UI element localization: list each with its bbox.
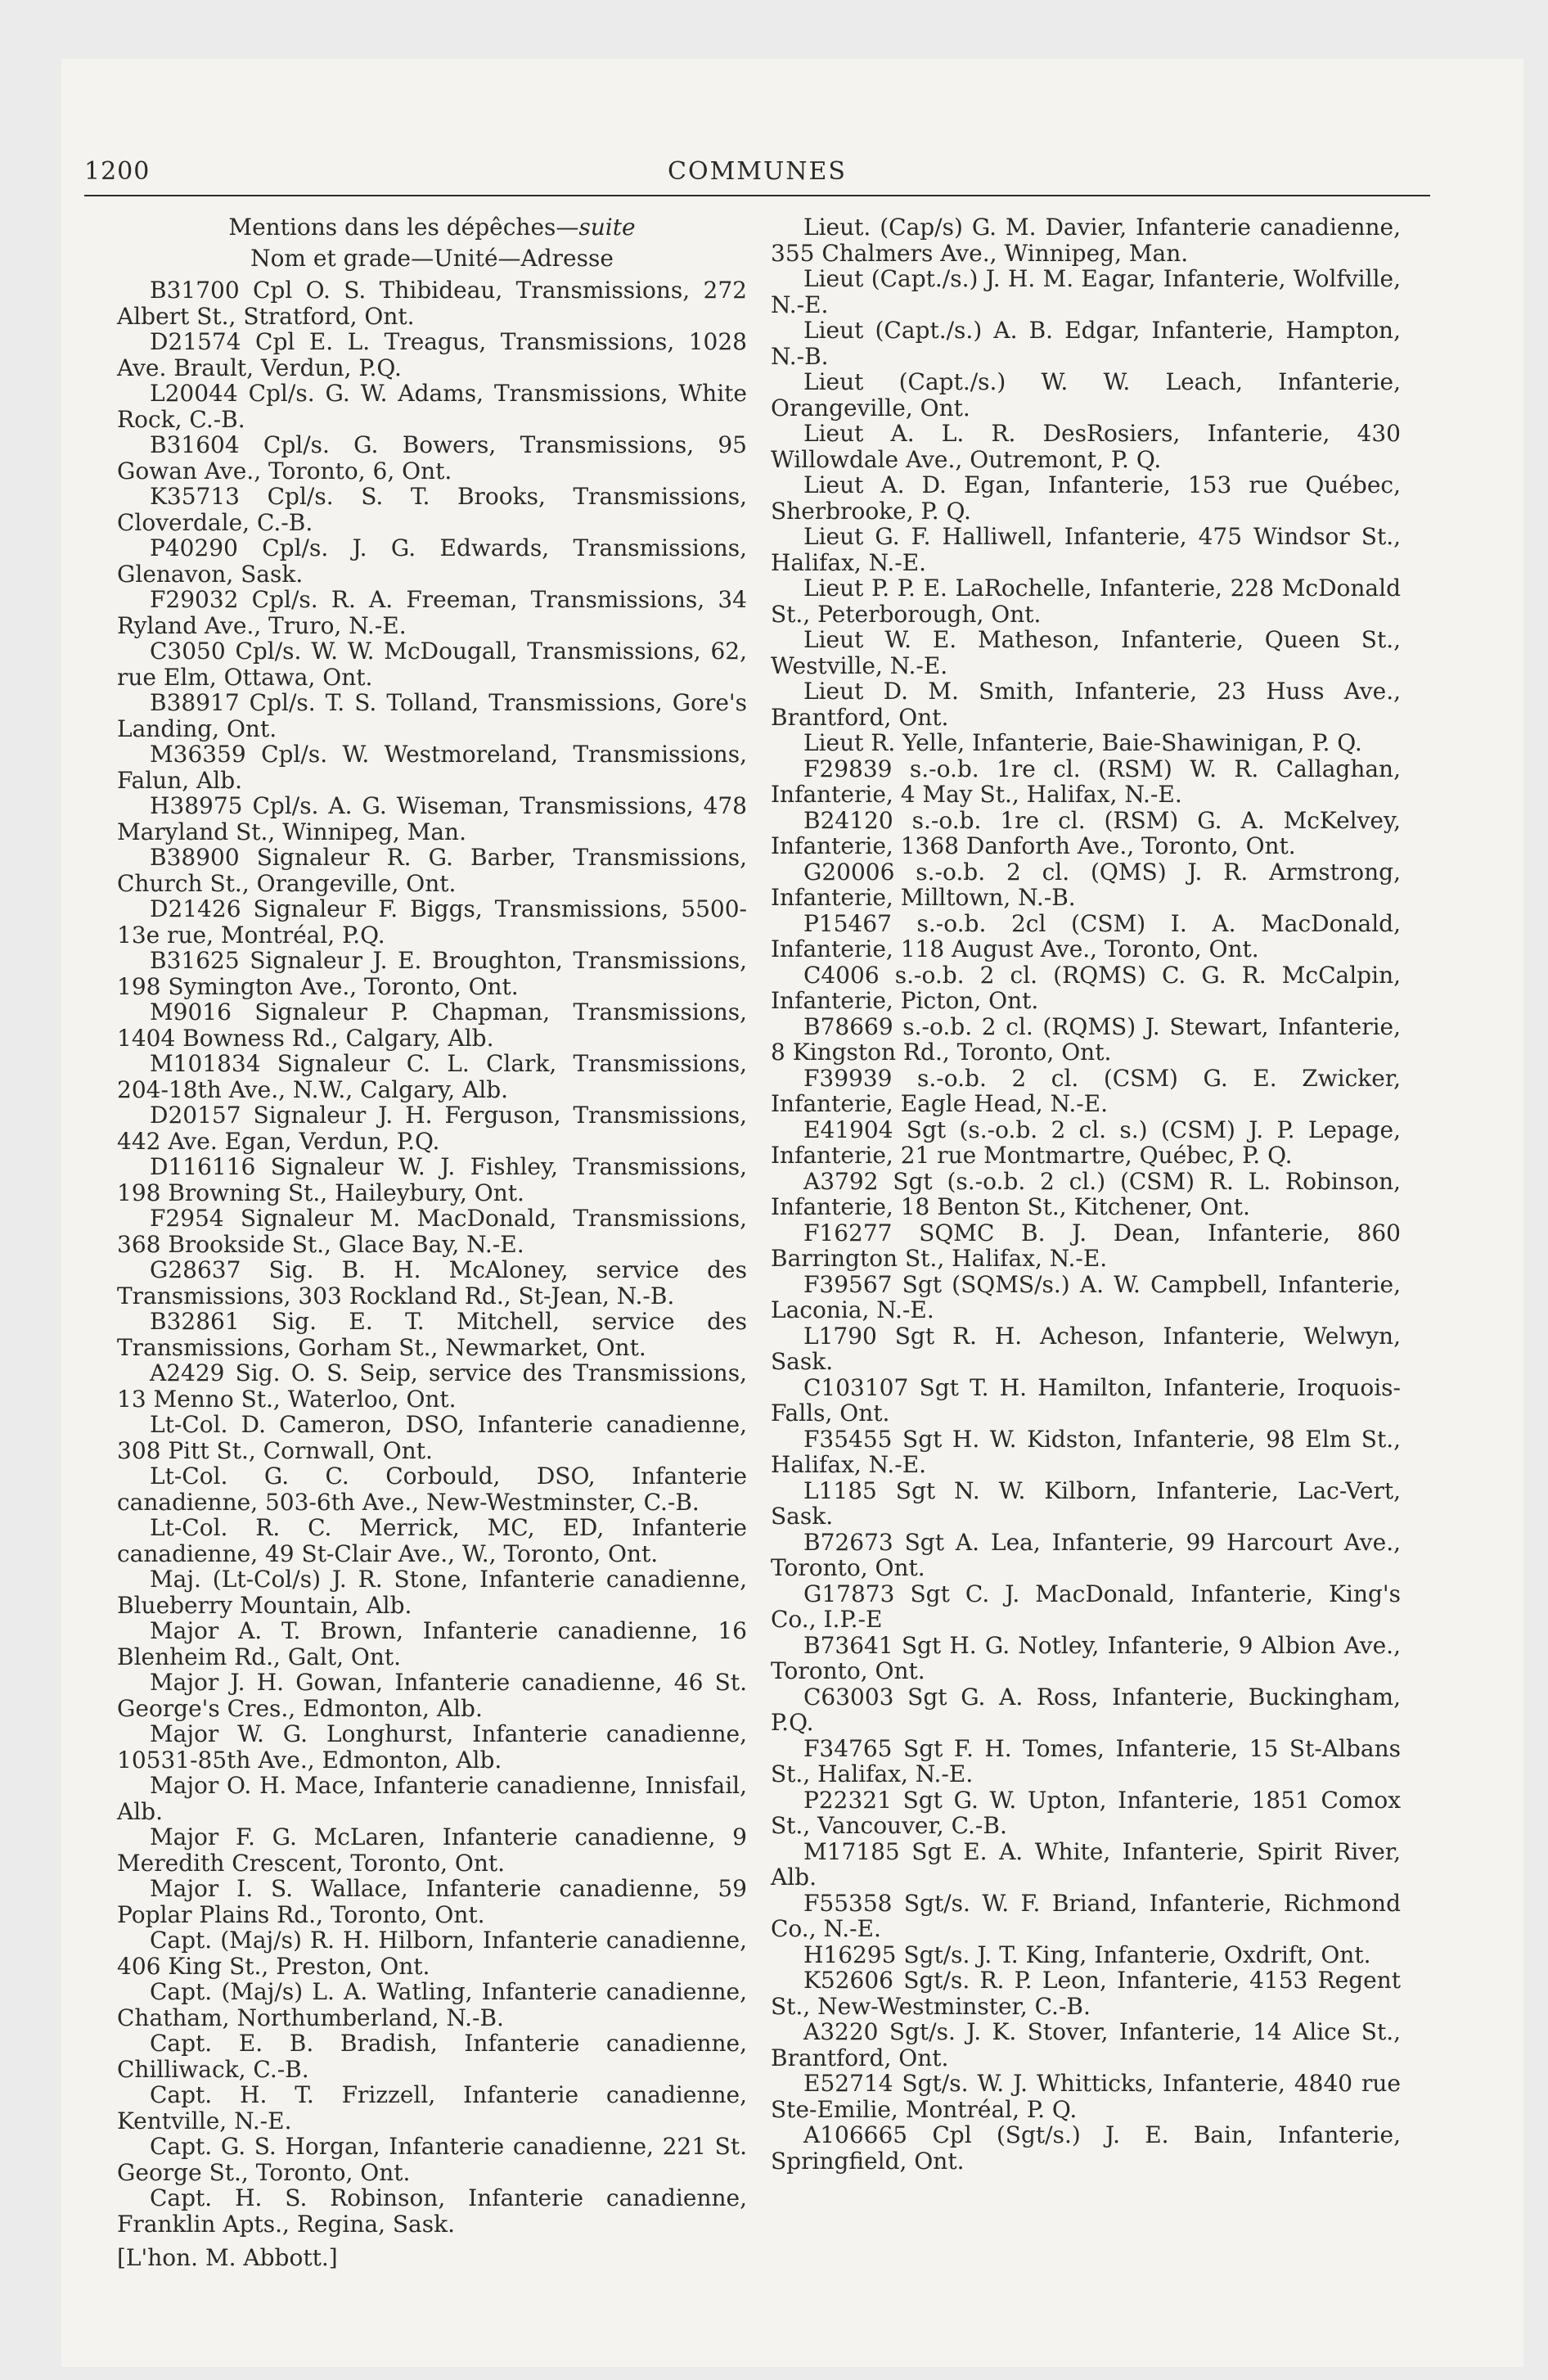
list-entry: F16277 SQMC B. J. Dean, Infanterie, 860 Barrington St., Halifax, N.-E. bbox=[771, 1219, 1401, 1272]
list-entry: Capt. (Maj/s) L. A. Watling, Infanterie canadienne, Chatham, Northumberland, N.-B. bbox=[117, 1978, 747, 2031]
left-entry-list bbox=[117, 277, 747, 2237]
list-entry: A3792 Sgt (s.-o.b. 2 cl.) (CSM) R. L. Robinson, Infanterie, 18 Benton St., Kitchener, Ont. bbox=[771, 1167, 1401, 1220]
column-subtitle: Nom et grade—Unité—Adresse bbox=[250, 244, 614, 272]
right-entry-list bbox=[771, 214, 1401, 2174]
list-entry: K35713 Cpl/s. S. T. Brooks, Transmissions, Cloverdale, C.-B. bbox=[117, 483, 747, 536]
list-entry: A106665 Cpl (Sgt/s.) J. E. Bain, Infanterie, Springfield, Ont. bbox=[771, 2121, 1401, 2175]
list-entry: Lieut P. P. E. LaRochelle, Infanterie, 228 McDonald St., Peterborough, Ont. bbox=[771, 575, 1401, 628]
list-entry: G17873 Sgt C. J. MacDonald, Infanterie, King's Co., I.P.-E bbox=[771, 1580, 1401, 1633]
list-entry: E41904 Sgt (s.-o.b. 2 cl. s.) (CSM) J. P. Lepage, Infanterie, 21 rue Montmartre, Québec, P. Q. bbox=[771, 1116, 1401, 1169]
list-entry: A2429 Sig. O. S. Seip, service des Transmissions, 13 Menno St., Waterloo, Ont. bbox=[117, 1359, 747, 1413]
list-entry: Capt. H. S. Robinson, Infanterie canadienne, Franklin Apts., Regina, Sask. bbox=[117, 2184, 747, 2238]
right-column bbox=[771, 214, 1401, 2174]
list-entry: K52606 Sgt/s. R. P. Leon, Infanterie, 4153 Regent St., New-Westminster, C.-B. bbox=[771, 1967, 1401, 2020]
list-entry: B32861 Sig. E. T. Mitchell, service des Transmissions, Gorham St., Newmarket, Ont. bbox=[117, 1308, 747, 1361]
list-entry: F39567 Sgt (SQMS/s.) A. W. Campbell, Infanterie, Laconia, N.-E. bbox=[771, 1270, 1401, 1323]
list-entry: F29032 Cpl/s. R. A. Freeman, Transmissions, 34 Ryland Ave., Truro, N.-E. bbox=[117, 586, 747, 639]
list-entry: Capt. G. S. Horgan, Infanterie canadienne, 221 St. George St., Toronto, Ont. bbox=[117, 2133, 747, 2186]
header-rule bbox=[84, 195, 1430, 196]
list-entry: Lt-Col. R. C. Merrick, MC, ED, Infanterie canadienne, 49 St-Clair Ave., W., Toronto, Ont. bbox=[117, 1514, 747, 1567]
list-entry: L1185 Sgt N. W. Kilborn, Infanterie, Lac-Vert, Sask. bbox=[771, 1476, 1401, 1530]
list-entry: Major O. H. Mace, Infanterie canadienne, Innisfail, Alb. bbox=[117, 1772, 747, 1825]
list-entry: B31604 Cpl/s. G. Bowers, Transmissions, 95 Gowan Ave., Toronto, 6, Ont. bbox=[117, 431, 747, 485]
left-column bbox=[117, 214, 747, 2271]
list-entry: P15467 s.-o.b. 2cl (CSM) I. A. MacDonald, Infanterie, 118 August Ave., Toronto, Ont. bbox=[771, 909, 1401, 962]
list-entry: M9016 Signaleur P. Chapman, Transmissions, 1404 Bowness Rd., Calgary, Alb. bbox=[117, 998, 747, 1052]
list-entry: L20044 Cpl/s. G. W. Adams, Transmissions, White Rock, C.-B. bbox=[117, 380, 747, 433]
list-entry: G20006 s.-o.b. 2 cl. (QMS) J. R. Armstrong, Infanterie, Milltown, N.-B. bbox=[771, 858, 1401, 911]
list-entry: Capt. H. T. Frizzell, Infanterie canadienne, Kentville, N.-E. bbox=[117, 2081, 747, 2134]
list-entry: B38917 Cpl/s. T. S. Tolland, Transmissions, Gore's Landing, Ont. bbox=[117, 689, 747, 742]
list-entry: A3220 Sgt/s. J. K. Stover, Infanterie, 14 Alice St., Brantford, Ont. bbox=[771, 2018, 1401, 2071]
list-entry: B38900 Signaleur R. G. Barber, Transmissions, Church St., Orangeville, Ont. bbox=[117, 844, 747, 897]
list-entry: C4006 s.-o.b. 2 cl. (RQMS) C. G. R. McCalpin, Infanterie, Picton, Ont. bbox=[771, 961, 1401, 1014]
list-entry: B78669 s.-o.b. 2 cl. (RQMS) J. Stewart, Infanterie, 8 Kingston Rd., Toronto, Ont. bbox=[771, 1012, 1401, 1066]
list-entry: Lieut W. E. Matheson, Infanterie, Queen St., Westville, N.-E. bbox=[771, 626, 1401, 679]
list-entry: Major A. T. Brown, Infanterie canadienne, 16 Blenheim Rd., Galt, Ont. bbox=[117, 1617, 747, 1670]
list-entry: C3050 Cpl/s. W. W. McDougall, Transmissions, 62, rue Elm, Ottawa, Ont. bbox=[117, 638, 747, 691]
list-entry: Lieut D. M. Smith, Infanterie, 23 Huss Ave., Brantford, Ont. bbox=[771, 678, 1401, 731]
list-entry: B24120 s.-o.b. 1re cl. (RSM) G. A. McKelvey, Infanterie, 1368 Danforth Ave., Toronto, Ont. bbox=[771, 806, 1401, 859]
list-entry: F55358 Sgt/s. W. F. Briand, Infanterie, Richmond Co., N.-E. bbox=[771, 1889, 1401, 1942]
list-entry: G28637 Sig. B. H. McAloney, service des Transmissions, 303 Rockland Rd., St-Jean, N.-B. bbox=[117, 1256, 747, 1309]
column-title-suite: suite bbox=[578, 214, 636, 241]
list-entry: D21426 Signaleur F. Biggs, Transmissions, 5500-13e rue, Montréal, P.Q. bbox=[117, 895, 747, 949]
list-entry: Major F. G. McLaren, Infanterie canadienne, 9 Meredith Crescent, Toronto, Ont. bbox=[117, 1823, 747, 1877]
list-entry: B73641 Sgt H. G. Notley, Infanterie, 9 Albion Ave., Toronto, Ont. bbox=[771, 1631, 1401, 1684]
page-number: 1200 bbox=[84, 157, 151, 186]
list-entry: Major I. S. Wallace, Infanterie canadienne, 59 Poplar Plains Rd., Toronto, Ont. bbox=[117, 1875, 747, 1928]
column-title bbox=[117, 214, 747, 241]
list-entry: Capt. E. B. Bradish, Infanterie canadienne, Chilliwack, C.-B. bbox=[117, 2030, 747, 2083]
list-entry: Capt. (Maj/s) R. H. Hilborn, Infanterie canadienne, 406 King St., Preston, Ont. bbox=[117, 1927, 747, 1980]
column-title-main: Mentions dans les dépêches— bbox=[228, 214, 579, 241]
list-entry: F29839 s.-o.b. 1re cl. (RSM) W. R. Callaghan, Infanterie, 4 May St., Halifax, N.-E. bbox=[771, 755, 1401, 808]
list-entry: Lieut G. F. Halliwell, Infanterie, 475 Windsor St., Halifax, N.-E. bbox=[771, 523, 1401, 576]
list-entry: M17185 Sgt E. A. White, Infanterie, Spirit River, Alb. bbox=[771, 1837, 1401, 1891]
list-entry: F2954 Signaleur M. MacDonald, Transmissions, 368 Brookside St., Glace Bay, N.-E. bbox=[117, 1205, 747, 1258]
page-header bbox=[84, 157, 1430, 190]
list-entry: B31625 Signaleur J. E. Broughton, Transmissions, 198 Symington Ave., Toronto, Ont. bbox=[117, 947, 747, 1000]
list-entry: D20157 Signaleur J. H. Ferguson, Transmissions, 442 Ave. Egan, Verdun, P.Q. bbox=[117, 1102, 747, 1155]
list-entry: Major J. H. Gowan, Infanterie canadienne, 46 St. George's Cres., Edmonton, Alb. bbox=[117, 1669, 747, 1722]
list-entry: Lieut A. L. R. DesRosiers, Infanterie, 430 Willowdale Ave., Outremont, P. Q. bbox=[771, 420, 1401, 473]
list-entry: H16295 Sgt/s. J. T. King, Infanterie, Oxdrift, Ont. bbox=[803, 1941, 1371, 1968]
list-entry: F35455 Sgt H. W. Kidston, Infanterie, 98 Elm St., Halifax, N.-E. bbox=[771, 1425, 1401, 1478]
list-entry: Lieut (Capt./s.) A. B. Edgar, Infanterie, Hampton, N.-B. bbox=[771, 317, 1401, 370]
list-entry: D21574 Cpl E. L. Treagus, Transmissions, 1028 Ave. Brault, Verdun, P.Q. bbox=[117, 328, 747, 381]
list-entry: Lt-Col. D. Cameron, DSO, Infanterie canadienne, 308 Pitt St., Cornwall, Ont. bbox=[117, 1411, 747, 1464]
list-entry: Lieut R. Yelle, Infanterie, Baie-Shawinigan, P. Q. bbox=[803, 729, 1362, 756]
list-entry: M101834 Signaleur C. L. Clark, Transmissions, 204-18th Ave., N.W., Calgary, Alb. bbox=[117, 1050, 747, 1103]
signature: [L'hon. M. Abbott.] bbox=[117, 2244, 338, 2271]
list-entry: H38975 Cpl/s. A. G. Wiseman, Transmissions, 478 Maryland St., Winnipeg, Man. bbox=[117, 792, 747, 845]
list-entry: Lieut. (Cap/s) G. M. Davier, Infanterie canadienne, 355 Chalmers Ave., Winnipeg, Man. bbox=[771, 214, 1401, 267]
list-entry: P22321 Sgt G. W. Upton, Infanterie, 1851 Comox St., Vancouver, C.-B. bbox=[771, 1786, 1401, 1839]
list-entry: C63003 Sgt G. A. Ross, Infanterie, Buckingham, P.Q. bbox=[771, 1683, 1401, 1736]
list-entry: Lieut (Capt./s.) W. W. Leach, Infanterie, Orangeville, Ont. bbox=[771, 368, 1401, 421]
list-entry: Lieut (Capt./s.) J. H. M. Eagar, Infanterie, Wolfville, N.-E. bbox=[771, 265, 1401, 318]
list-entry: Lt-Col. G. C. Corbould, DSO, Infanterie canadienne, 503-6th Ave., New-Westminster, C.-B. bbox=[117, 1463, 747, 1516]
list-entry: F34765 Sgt F. H. Tomes, Infanterie, 15 St-Albans St., Halifax, N.-E. bbox=[771, 1734, 1401, 1787]
list-entry: Lieut A. D. Egan, Infanterie, 153 rue Québec, Sherbrooke, P. Q. bbox=[771, 471, 1401, 525]
list-entry: C103107 Sgt T. H. Hamilton, Infanterie, Iroquois-Falls, Ont. bbox=[771, 1373, 1401, 1427]
list-entry: B31700 Cpl O. S. Thibideau, Transmissions, 272 Albert St., Stratford, Ont. bbox=[117, 277, 747, 330]
running-head: COMMUNES bbox=[668, 157, 847, 186]
list-entry: P40290 Cpl/s. J. G. Edwards, Transmissions, Glenavon, Sask. bbox=[117, 534, 747, 588]
list-entry: L1790 Sgt R. H. Acheson, Infanterie, Welwyn, Sask. bbox=[771, 1322, 1401, 1375]
list-entry: E52714 Sgt/s. W. J. Whitticks, Infanterie, 4840 rue Ste-Emilie, Montréal, P. Q. bbox=[771, 2070, 1401, 2123]
list-entry: B72673 Sgt A. Lea, Infanterie, 99 Harcourt Ave., Toronto, Ont. bbox=[771, 1528, 1401, 1581]
list-entry: M36359 Cpl/s. W. Westmoreland, Transmissions, Falun, Alb. bbox=[117, 741, 747, 794]
list-entry: D116116 Signaleur W. J. Fishley, Transmissions, 198 Browning St., Haileybury, Ont. bbox=[117, 1153, 747, 1206]
list-entry: Maj. (Lt-Col/s) J. R. Stone, Infanterie canadienne, Blueberry Mountain, Alb. bbox=[117, 1566, 747, 1619]
list-entry: F39939 s.-o.b. 2 cl. (CSM) G. E. Zwicker, Infanterie, Eagle Head, N.-E. bbox=[771, 1064, 1401, 1117]
list-entry: Major W. G. Longhurst, Infanterie canadienne, 10531-85th Ave., Edmonton, Alb. bbox=[117, 1720, 747, 1774]
